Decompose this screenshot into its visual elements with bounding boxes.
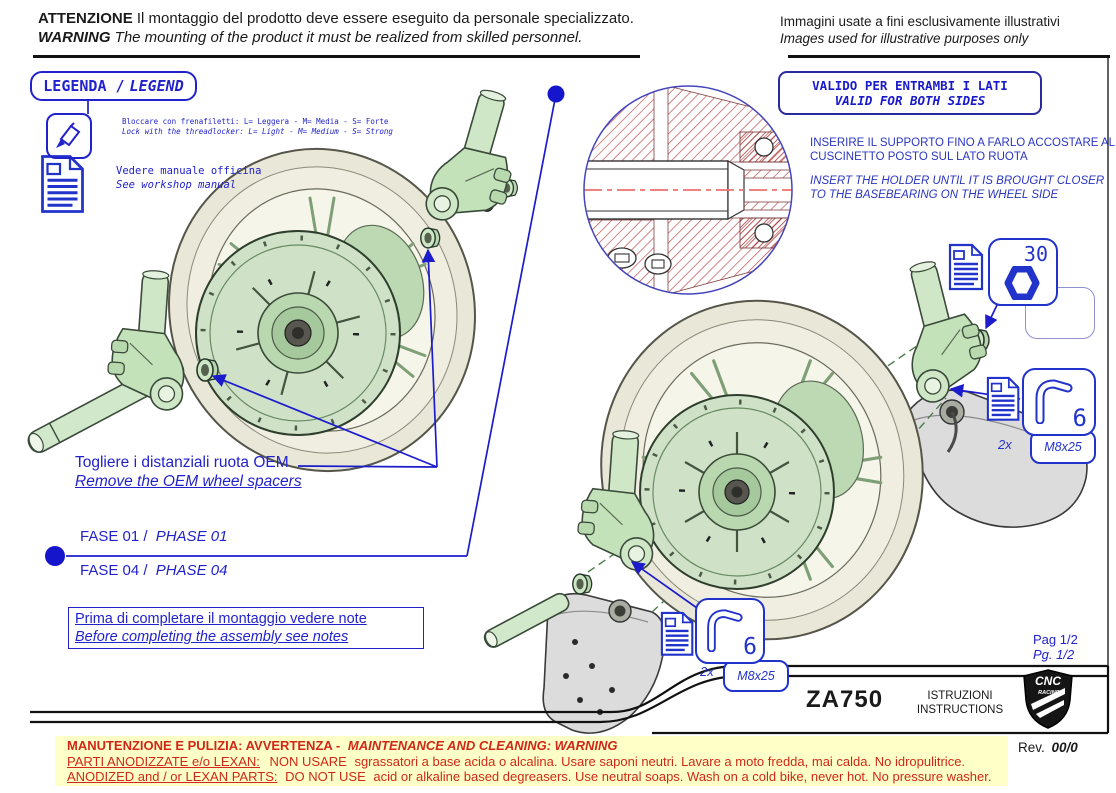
workshop-manual-note-en: See workshop manual: [116, 179, 237, 191]
instructions-label: [900, 689, 1020, 717]
threadlocker-note-en: Lock with the threadlocker: L= Light - M= Medium - S= Strong: [122, 127, 393, 136]
remove-spacers-label: [75, 453, 302, 491]
insert-holder-note-it: INSERIRE IL SUPPORTO FINO A FARLO ACCOSTARE AL CUSCINETTO POSTO SUL LATO RUOTA: [810, 137, 1115, 163]
legend-box: [30, 71, 197, 101]
warning-text-en: The mounting of the product it must be realized from skilled personnel.: [114, 29, 583, 46]
page-number-en: Pg. 1/2: [1033, 647, 1075, 662]
spacer-right-assembly: [573, 574, 592, 594]
oem-spacer-left: [197, 359, 218, 381]
phase-04-label: [80, 562, 227, 579]
allen-qty-right: 2x: [998, 437, 1012, 452]
anodized-strong-en: DO NOT USE: [285, 769, 366, 785]
insert-holder-note: [810, 136, 1116, 202]
bearing-section-detail: [582, 84, 800, 298]
document-icon-allen-right: [988, 378, 1018, 420]
document-icon-socket: [950, 245, 982, 289]
instructions-label-en: INSTRUCTIONS: [916, 704, 1004, 716]
phase-04-it: FASE 04 /: [80, 562, 148, 579]
allen-key-box-right: [1022, 368, 1096, 436]
phase-01-it: FASE 01 /: [80, 528, 148, 545]
valid-both-sides-en: VALID FOR BOTH SIDES: [834, 93, 986, 108]
valid-both-sides-box: [778, 71, 1042, 115]
remove-spacers-en: Remove the OEM wheel spacers: [75, 473, 302, 490]
legend-title-en: LEGEND: [129, 77, 184, 95]
detail-marker-dot: [548, 86, 565, 103]
header-divider-right: [788, 55, 1110, 58]
anodized-text-it: sgrassatori a base acida o alcalina. Usare saponi neutri. Lavare a moto fredda, mai calda. No idropulitrice.: [354, 753, 966, 769]
phase-marker-dot: [45, 546, 65, 566]
oem-spacer-right: [421, 228, 440, 248]
cnc-racing-logo: [1024, 670, 1072, 728]
note-box-it: Prima di completare il montaggio vedere note: [75, 611, 367, 627]
workshop-manual-note-it: Vedere manuale officina: [116, 165, 262, 177]
workshop-manual-note: [116, 164, 261, 192]
right-brake-disc: [640, 395, 834, 589]
bolt-spec-box-bottom: [723, 660, 789, 692]
allen-size-bottom: 6: [743, 634, 757, 660]
hex-socket-icon: [1004, 266, 1040, 300]
header-warning: [38, 9, 678, 47]
allen-qty-bottom: 2x: [700, 664, 714, 679]
phase-04-en: PHASE 04: [155, 562, 228, 579]
left-brake-disc: [196, 231, 400, 435]
revision-label: Rev.: [1018, 740, 1045, 755]
anodized-label-en: ANODIZED and / or LEXAN PARTS:: [67, 769, 278, 785]
fork-leg-left-assembly-right: [422, 82, 533, 236]
phase-01-label: [80, 528, 227, 545]
warning-text-it: Il montaggio del prodotto deve essere eseguito da personale specializzato.: [136, 10, 634, 27]
logo-text-top: CNC: [1035, 674, 1061, 688]
threadlocker-note-it: Bloccare con frenafiletti: L= Leggera - M= Media - S= Forte: [122, 117, 389, 126]
logo-text-bottom: RACING: [1038, 690, 1060, 696]
illustrative-note-en: Images used for illustrative purposes only: [780, 31, 1029, 46]
threadlocker-pen-icon: [46, 113, 92, 159]
instructions-label-it: ISTRUZIONI: [927, 690, 993, 702]
allen-key-icon: [1028, 374, 1074, 424]
document-icon-allen-bottom: [662, 613, 692, 655]
socket-size: 30: [1023, 242, 1048, 266]
socket-30-box: [988, 238, 1058, 306]
allen-size-right: 6: [1072, 404, 1087, 432]
note-box: [68, 607, 424, 649]
valid-both-sides-it: VALIDO PER ENTRAMBI I LATI: [812, 78, 1008, 93]
legend-title-it: LEGENDA /: [43, 77, 125, 95]
illustrative-note-it: Immagini usate a fini esclusivamente illustrativi: [780, 14, 1060, 29]
insert-holder-note-en: INSERT THE HOLDER UNTIL IT IS BROUGHT CLOSER TO THE BASEBEARING ON THE WHEEL SIDE: [810, 175, 1105, 201]
maintenance-warning-strip: [55, 736, 1008, 786]
revision: [1018, 740, 1078, 755]
anodized-text-en: acid or alkaline based degreasers. Use neutral soaps. Wash on a cold bike, never hot. No pressure washer.: [373, 769, 992, 785]
illustrative-note: [780, 13, 1060, 47]
maintenance-title-en: MAINTENANCE AND CLEANING: WARNING: [347, 738, 618, 753]
revision-value: 00/0: [1051, 740, 1078, 755]
anodized-strong-it: NON USARE: [269, 753, 347, 769]
bolt-spec-right: M8x25: [1044, 440, 1082, 454]
anodized-label-it: PARTI ANODIZZATE e/o LEXAN:: [67, 753, 260, 769]
bolt-spec-bottom: M8x25: [737, 669, 775, 683]
product-code: ZA750: [806, 686, 884, 713]
maintenance-title-it: MANUTENZIONE E PULIZIA: AVVERTENZA -: [67, 738, 341, 753]
header-divider-left: [33, 55, 640, 58]
page-number-it: Pag 1/2: [1033, 632, 1078, 647]
socket-leader: [986, 303, 998, 328]
workshop-manual-icon: [43, 157, 83, 212]
note-box-en: Before completing the assembly see notes: [75, 629, 349, 645]
warning-label-en: WARNING: [38, 29, 111, 46]
allen-key-icon: [700, 604, 744, 652]
threadlocker-note: [122, 117, 393, 137]
remove-spacers-it: Togliere i distanziali ruota OEM: [75, 454, 289, 471]
allen-key-box-bottom: [695, 598, 765, 664]
phase-01-en: PHASE 01: [155, 528, 228, 545]
warning-label-it: ATTENZIONE: [38, 10, 133, 27]
page-number: [1033, 632, 1078, 662]
